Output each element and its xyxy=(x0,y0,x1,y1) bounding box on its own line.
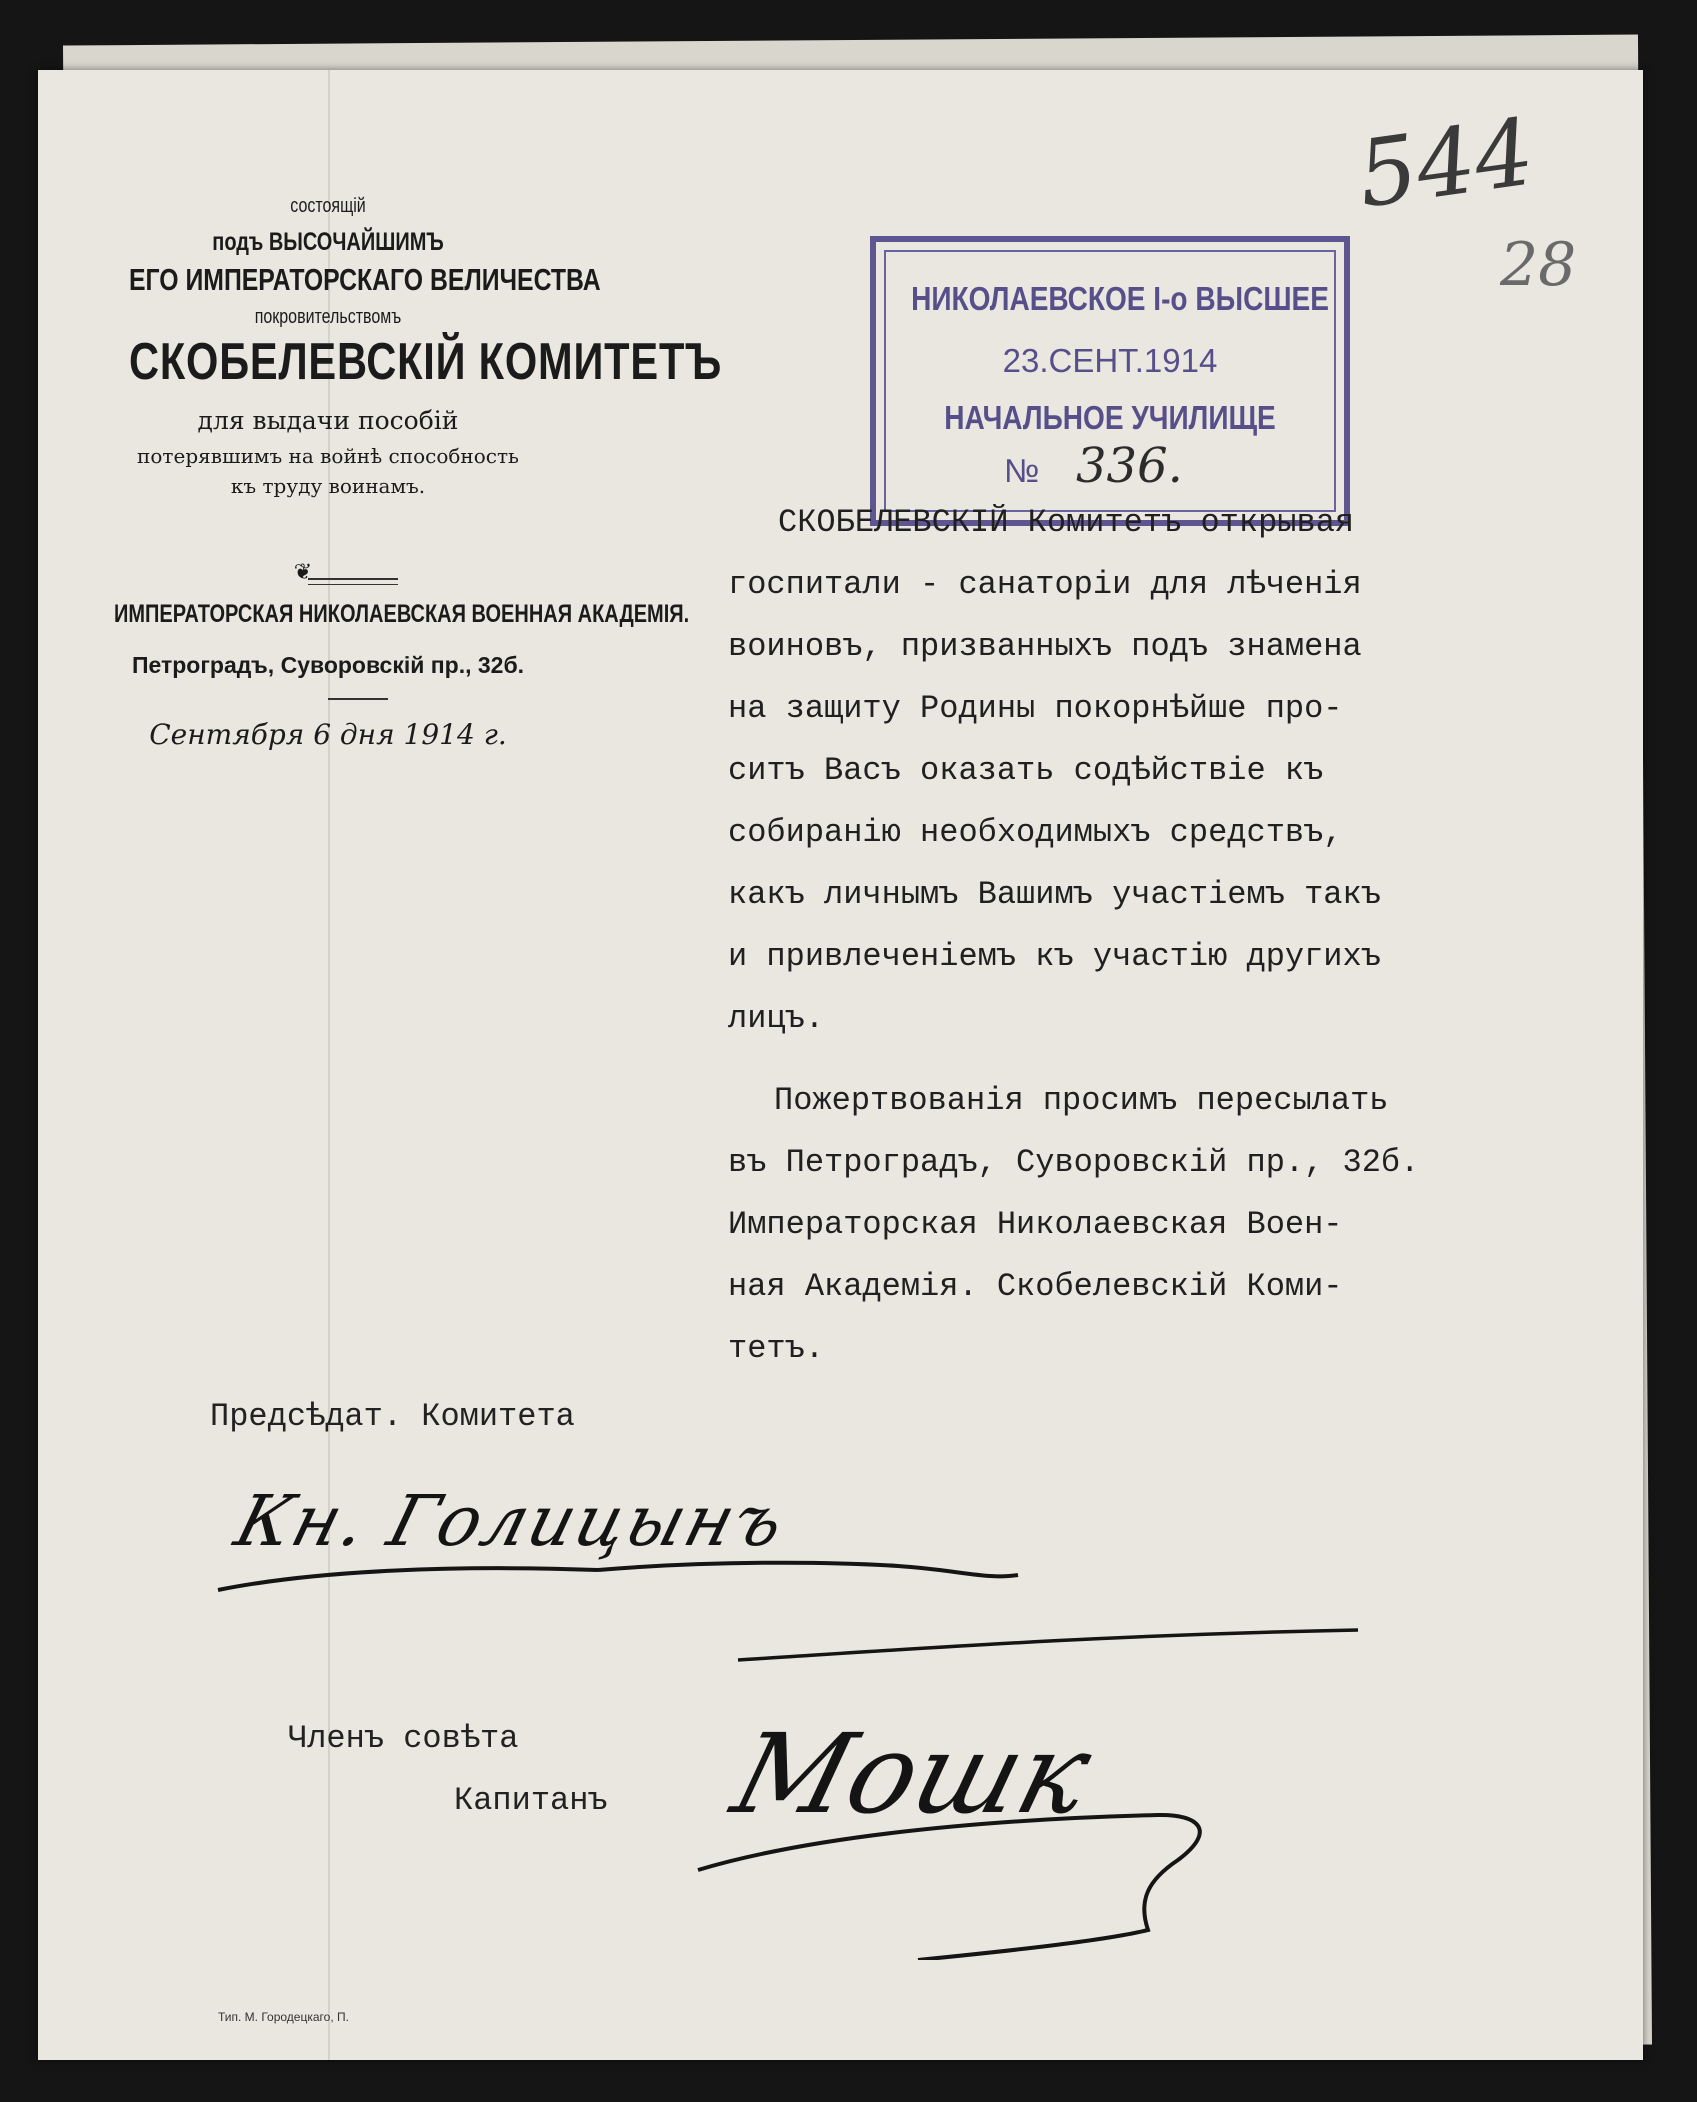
chairman-signature: Кн. Голицынъ xyxy=(227,1480,795,1562)
body-line-11: въ Петроградъ, Суворовскій пр., 32б. xyxy=(728,1144,1420,1181)
ornament-flourish: ❦ xyxy=(293,560,313,585)
stamp-date: 23.СЕНТ.1914 xyxy=(1002,342,1218,379)
body-line-6: собиранію необходимыхъ средствъ, xyxy=(728,814,1343,851)
letter-date: Сентября 6 дня 1914 г. xyxy=(149,718,507,751)
stamp-number-prefix: № xyxy=(1004,452,1040,489)
archive-number-annotation: 544 xyxy=(1351,98,1541,229)
body-line-9: лицъ. xyxy=(728,1000,825,1037)
ornament-rule-2 xyxy=(308,584,398,585)
letterhead-address: Петроградъ, Суворовскій пр., 32б. xyxy=(131,652,525,678)
body-line-14: тетъ. xyxy=(728,1330,825,1367)
member-signature-strokes xyxy=(678,1760,1238,1960)
body-line-12: Императорская Николаевская Воен- xyxy=(728,1206,1343,1243)
school-stamp xyxy=(870,236,1350,526)
letterhead-majesty: ЕГО ИМПЕРАТОРСКАГО ВЕЛИЧЕСТВА xyxy=(129,262,601,297)
committee-name: СКОБЕЛЕВСКІЙ КОМИТЕТЪ xyxy=(129,333,723,391)
body-line-10: Пожертвованія просимъ пересылать xyxy=(774,1082,1389,1119)
academy-name: ИМПЕРАТОРСКАЯ НИКОЛАЕВСКАЯ ВОЕННАЯ АКАДЕМІЯ. xyxy=(114,600,690,628)
council-member-title: Членъ совѣта xyxy=(288,1720,519,1757)
body-line-5: ситъ Васъ оказать содѣйствіе къ xyxy=(728,752,1324,789)
document-page xyxy=(38,70,1643,2060)
printer-mark: Тип. М. Городецкаго, П. xyxy=(218,2010,349,2024)
chairman-title: Предсѣдат. Комитета xyxy=(210,1398,575,1435)
pencil-annotation: 28 xyxy=(1500,230,1577,300)
letterhead-line-7: потерявшимъ на войнѣ способность xyxy=(137,444,519,468)
letterhead-line-6: для выдачи пособій xyxy=(197,406,459,435)
stamp-number-handwritten: 336. xyxy=(1076,438,1183,494)
address-rule xyxy=(328,698,388,700)
letterhead-line-4: покровительствомъ xyxy=(254,306,402,328)
body-line-3: воиновъ, призванныхъ подъ знамена xyxy=(728,628,1362,665)
body-line-2: госпитали - санаторіи для лѣченія xyxy=(728,566,1362,603)
stamp-line-3: НАЧАЛЬНОЕ УЧИЛИЩЕ xyxy=(944,399,1276,436)
chairman-signature-strokes xyxy=(198,1470,1398,1710)
body-line-8: и привлеченіемъ къ участію другихъ xyxy=(728,938,1381,975)
council-member-rank: Капитанъ xyxy=(454,1782,608,1819)
body-line-1: СКОБЕЛЕВСКІЙ Комитетъ открывая xyxy=(778,504,1355,541)
body-line-4: на защиту Родины покорнѣйше про- xyxy=(728,690,1343,727)
stamp-line-1: НИКОЛАЕВСКОЕ I-о ВЫСШЕЕ xyxy=(911,280,1329,317)
letterhead-line-1: состоящій xyxy=(290,195,366,217)
body-line-13: ная Академія. Скобелевскій Коми- xyxy=(728,1268,1343,1305)
letterhead-line-2: подъ ВЫСОЧАЙШИМЪ xyxy=(212,228,444,256)
ornament-rule xyxy=(308,578,398,580)
letterhead-line-8: къ труду воинамъ. xyxy=(230,474,426,498)
council-member-signature: Мошк xyxy=(720,1710,1104,1838)
body-line-7: какъ личнымъ Вашимъ участіемъ такъ xyxy=(728,876,1381,913)
